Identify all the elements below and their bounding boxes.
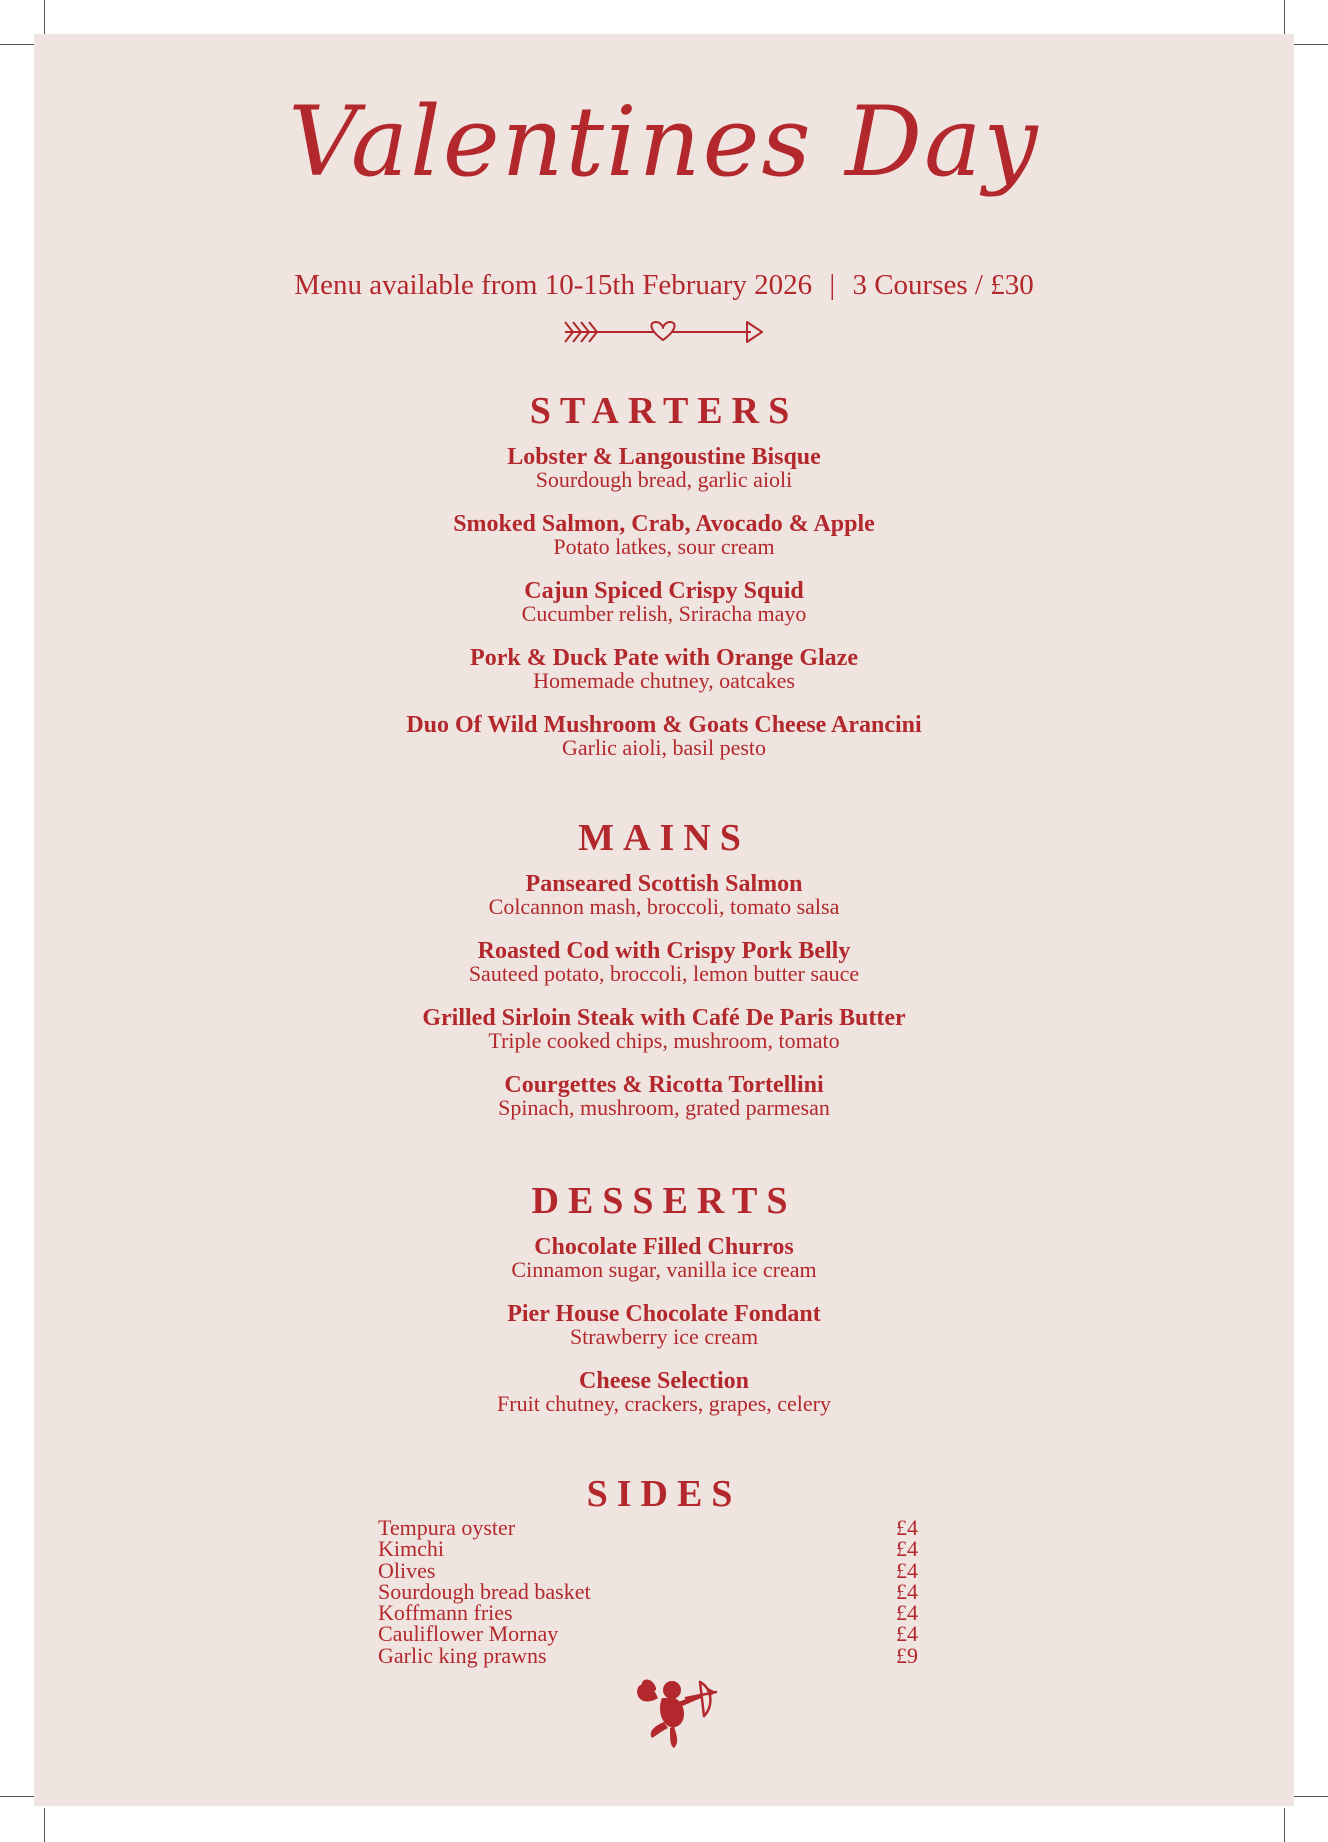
- side-price: £4: [896, 1557, 918, 1583]
- dish-name: Duo Of Wild Mushroom & Goats Cheese Arancini: [406, 712, 922, 738]
- menu-subtitle: [34, 269, 1294, 302]
- menu-item: [34, 714, 1294, 759]
- side-price: £4: [896, 1600, 918, 1626]
- sides-list: [378, 1517, 918, 1666]
- dish-name: Chocolate Filled Churros: [534, 1234, 794, 1260]
- dish-description: Strawberry ice cream: [569, 1324, 759, 1349]
- side-item: [378, 1621, 918, 1647]
- dish-name: Panseared Scottish Salmon: [525, 871, 803, 897]
- dish-name: Lobster & Langoustine Bisque: [507, 444, 821, 470]
- dish-description: Garlic aioli, basil pesto: [561, 735, 767, 760]
- dish-description: Homemade chutney, oatcakes: [533, 668, 795, 693]
- side-name: Garlic king prawns: [378, 1642, 547, 1668]
- menu-item: [34, 1236, 1294, 1281]
- dish-description: Sourdough bread, garlic aioli: [535, 467, 793, 492]
- menu-page: [34, 34, 1294, 1806]
- section-heading: DESSERTS: [531, 1180, 797, 1222]
- dish-description: Cucumber relish, Sriracha mayo: [521, 601, 807, 626]
- menu-title: Valentines Day: [288, 86, 1040, 198]
- dish-description: Potato latkes, sour cream: [553, 534, 775, 559]
- menu-item: [34, 647, 1294, 692]
- menu-item: [34, 446, 1294, 491]
- side-item: [378, 1642, 918, 1668]
- crop-mark: [1284, 1808, 1285, 1842]
- side-name: Sourdough bread basket: [378, 1578, 591, 1604]
- crop-mark: [0, 1796, 34, 1797]
- side-item: [378, 1600, 918, 1626]
- dish-description: Fruit chutney, crackers, grapes, celery: [497, 1391, 831, 1416]
- pricing-text: 3 Courses / £30: [852, 269, 1034, 301]
- dish-name: Cajun Spiced Crispy Squid: [524, 578, 804, 604]
- crop-mark: [1294, 44, 1328, 45]
- side-name: Olives: [378, 1557, 436, 1583]
- cupid-icon: [634, 1676, 718, 1750]
- dish-description: Sauteed potato, broccoli, lemon butter sauce: [468, 961, 860, 986]
- side-price: £4: [896, 1536, 918, 1562]
- side-item: [378, 1557, 918, 1583]
- menu-item: [34, 940, 1294, 985]
- side-item: [378, 1536, 918, 1562]
- section-heading: STARTERS: [529, 390, 799, 432]
- menu-item: [34, 1007, 1294, 1052]
- side-price: £4: [896, 1515, 918, 1540]
- desserts-section: [34, 1182, 1294, 1437]
- menu-item: [34, 1074, 1294, 1119]
- crop-mark: [1294, 1796, 1328, 1797]
- menu-item: [34, 873, 1294, 918]
- side-name: Kimchi: [378, 1536, 444, 1562]
- side-name: Cauliflower Mornay: [378, 1621, 559, 1647]
- side-price: £4: [896, 1621, 918, 1647]
- starters-section: [34, 392, 1294, 781]
- availability-text: Menu available from 10-15th February 2026: [294, 269, 813, 301]
- side-item: [378, 1578, 918, 1604]
- side-item: [378, 1517, 918, 1538]
- mains-section: [34, 819, 1294, 1141]
- crop-mark: [44, 1808, 45, 1842]
- dish-description: Spinach, mushroom, grated parmesan: [498, 1095, 830, 1120]
- dish-name: Grilled Sirloin Steak with Café De Paris Butter: [422, 1005, 906, 1031]
- crop-mark: [0, 44, 34, 45]
- dish-description: Cinnamon sugar, vanilla ice cream: [511, 1257, 817, 1282]
- dish-name: Courgettes & Ricotta Tortellini: [504, 1072, 824, 1098]
- menu-item: [34, 513, 1294, 558]
- dish-name: Roasted Cod with Crispy Pork Belly: [477, 938, 851, 964]
- dish-name: Smoked Salmon, Crab, Avocado & Apple: [453, 511, 875, 537]
- section-heading: SIDES: [586, 1473, 742, 1515]
- dish-name: Pork & Duck Pate with Orange Glaze: [470, 645, 858, 671]
- menu-item: [34, 1303, 1294, 1348]
- side-name: Koffmann fries: [378, 1600, 513, 1626]
- dish-description: Triple cooked chips, mushroom, tomato: [488, 1028, 840, 1053]
- subtitle-separator: |: [829, 269, 836, 301]
- dish-description: Colcannon mash, broccoli, tomato salsa: [488, 894, 840, 919]
- side-price: £9: [896, 1642, 918, 1668]
- dish-name: Cheese Selection: [579, 1368, 749, 1394]
- side-price: £4: [896, 1578, 918, 1604]
- side-name: Tempura oyster: [378, 1515, 516, 1540]
- menu-item: [34, 580, 1294, 625]
- crop-mark: [44, 0, 45, 34]
- menu-item: [34, 1370, 1294, 1415]
- dish-name: Pier House Chocolate Fondant: [507, 1301, 821, 1327]
- section-heading: MAINS: [578, 817, 750, 859]
- arrow-heart-divider-icon: [563, 317, 765, 347]
- crop-mark: [1284, 0, 1285, 34]
